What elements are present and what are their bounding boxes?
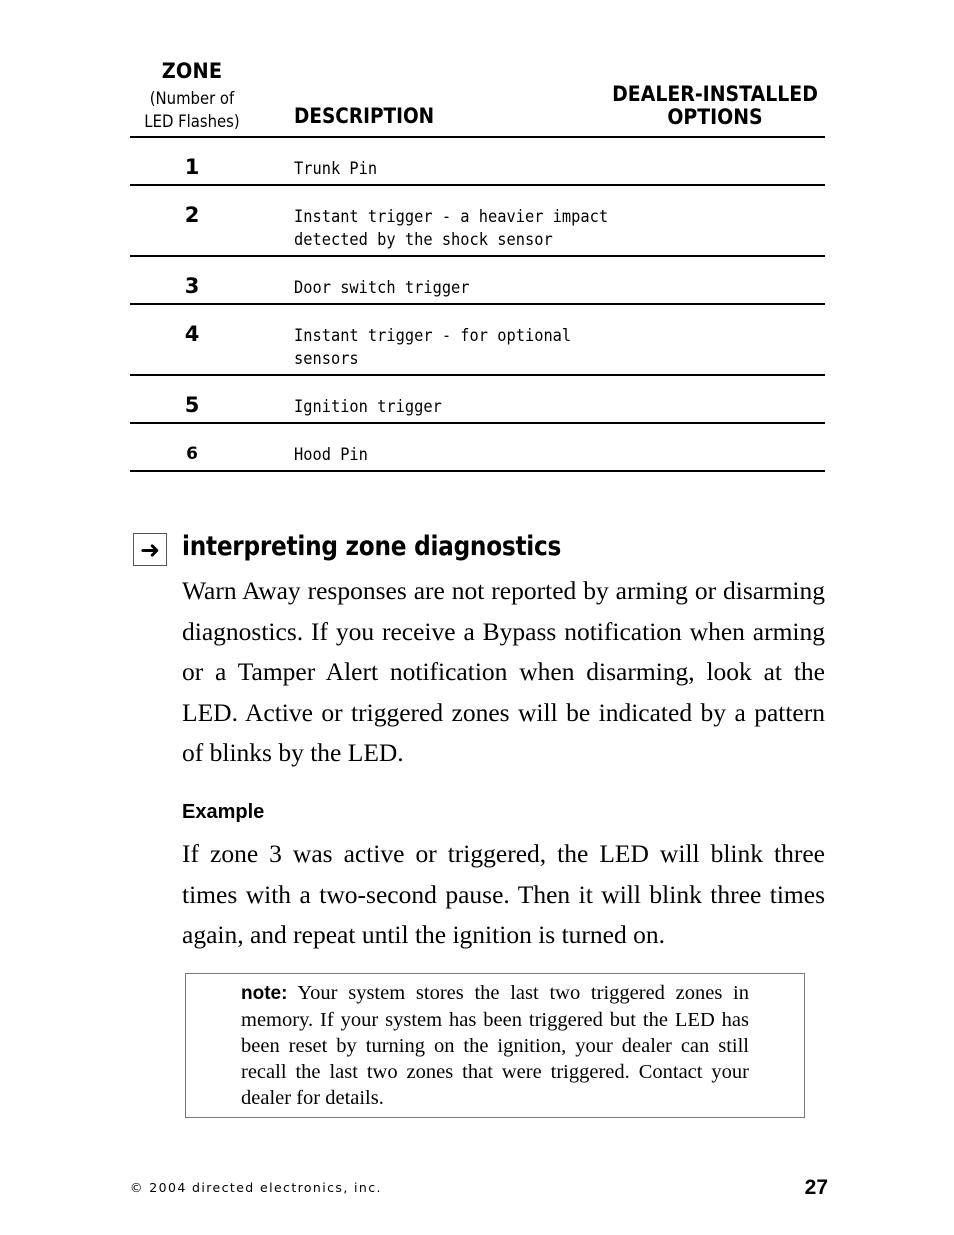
table-divider [130, 470, 825, 472]
body-paragraph: Warn Away responses are not reported by arming or disarming diagnostics. If you receive a Bypass notification when arming or a Tamper Alert notification when disarming, look at the LED. Active or triggered zones will be indicated by a pattern of blinks by the LED. [182, 576, 825, 767]
zone-description [294, 157, 592, 180]
zone-subheader-line2: LED Flashes) [144, 112, 240, 131]
note-label: note: [241, 983, 288, 1004]
section-title: interpreting zone diagnostics [182, 531, 562, 562]
example-heading: Example [182, 801, 265, 823]
zone-description-line: Door switch trigger [294, 278, 470, 297]
note-text: Your system stores the last two triggered zones in memory. If your system has been triggered but the LED has been reset by turning on the ignition, your dealer can still recall the last two zones that were triggered. Contact your dealer for details. [241, 982, 749, 1109]
zone-description-line: Hood Pin [294, 445, 368, 464]
zone-number: 2 [184, 203, 200, 227]
note-text-block [241, 980, 749, 1111]
table-divider [130, 255, 825, 257]
zone-description-line: Trunk Pin [294, 159, 378, 178]
zone-number: 1 [184, 155, 200, 179]
note-box [185, 973, 805, 1118]
table-divider [130, 303, 825, 305]
zone-description [294, 276, 592, 299]
example-paragraph: If zone 3 was active or triggered, the LED will blink three times with a two-second pause. Then it will blink three times again, and repeat until the ignition is turned on. [182, 839, 825, 949]
table-divider [130, 374, 825, 376]
table-divider [130, 422, 825, 424]
zone-column-subheader [136, 87, 248, 133]
zone-number: 3 [184, 274, 200, 298]
zone-description-line: Instant trigger - for optional [294, 326, 572, 345]
copyright-footer: © 2004 directed electronics, inc. [130, 1180, 382, 1195]
zone-subheader-line1: (Number of [149, 89, 235, 108]
zone-number: 4 [184, 322, 200, 346]
dealer-options-column-header [612, 83, 819, 129]
zone-description [294, 205, 609, 251]
right-arrow-icon [133, 533, 167, 566]
zone-description [294, 443, 592, 466]
description-column-header: DESCRIPTION [294, 104, 435, 128]
zone-number: 6 [186, 444, 198, 464]
zone-description [294, 324, 592, 370]
zone-description-line: detected by the shock sensor [294, 230, 553, 249]
arrow-glyph: ➜ [139, 535, 161, 564]
zone-description-line: Instant trigger - a heavier impact [294, 207, 609, 226]
zone-description-line: Ignition trigger [294, 397, 442, 416]
zone-number: 5 [184, 393, 200, 417]
zone-description-line: sensors [294, 349, 359, 368]
dealer-header-line2: OPTIONS [667, 105, 763, 129]
table-divider [130, 136, 825, 138]
table-divider [130, 184, 825, 186]
dealer-header-line1: DEALER-INSTALLED [612, 82, 818, 106]
zone-column-header: ZONE [161, 59, 223, 83]
zone-description [294, 395, 592, 418]
page-number: 27 [804, 1176, 828, 1199]
